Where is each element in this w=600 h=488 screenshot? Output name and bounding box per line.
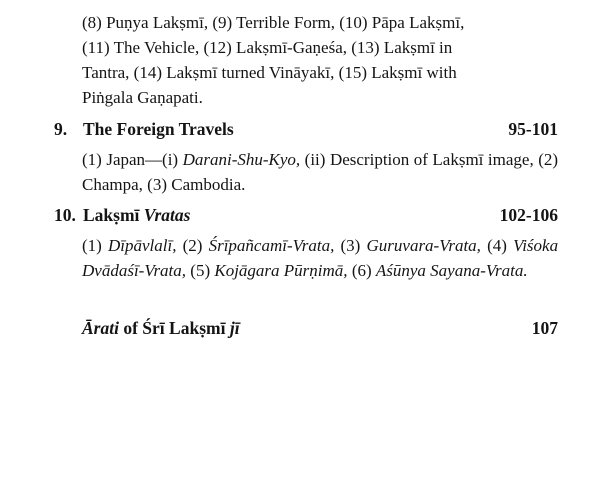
item-text-italic: Viśoka Dvādaśī-Vrata, [82,236,559,280]
entry-number: 10. [54,205,76,225]
continuation-line: Piṅgala Gaṇapati. [82,88,203,107]
entry-page-number: 107 [531,318,558,338]
item-number: (ii) [304,150,326,169]
entry-title: The Foreign Travels [83,119,234,139]
continuation-line: (8) Puṇya Lakṣmī, (9) Terrible Form, (10) Pāpa Lakṣmī, [82,13,465,32]
continuation-line: (11) The Vehicle, (12) Lakṣmī-Gaṇeśa, (13) Lakṣmī in [82,38,453,57]
entry-title-italic: Ārati [82,318,119,338]
item-text: Cambodia. [171,175,246,194]
item-number: (5) [190,261,211,280]
item-text: Description of Lakṣmī image, [329,150,534,169]
continuation-line: Tantra, (14) Lakṣmī turned Vināyakī, (15) Lakṣmī with [82,63,457,82]
entry-title-italic-end: jī [229,318,240,338]
entry-number: 9. [54,119,68,139]
entry-title: of Śrī Lakṣmī [123,318,226,338]
item-number: (6) [351,261,372,280]
item-number: (1) [82,150,102,169]
item-text-italic: Guruvara-Vrata, [366,236,481,255]
continuation-text [82,10,558,110]
entry-title: Lakṣmī [83,205,140,225]
entry-page-range: 102-106 [499,205,558,225]
item-text-italic: Śrīpañcamī-Vrata, [208,236,335,255]
item-number: (4) [487,236,507,255]
entry-page-range: 95-101 [508,119,558,139]
toc-entry-arati-heading [82,316,558,341]
toc-entry-9-contents [82,147,558,197]
item-number: (3) [147,175,167,194]
item-text-italic: Dīpāvlalī, [107,236,177,255]
item-text: Champa, [82,175,143,194]
item-number: (2) [538,150,559,169]
item-text-italic: Aśūnya Sayana-Vrata. [375,261,528,280]
item-number: (3) [340,236,361,255]
entry-title-italic: Vratas [143,205,191,225]
toc-entry-9-heading [54,117,558,142]
item-text-italic: Darani-Shu-Kyo, [182,150,301,169]
item-number: (2) [182,236,203,255]
toc-entry-10-contents [82,233,558,283]
item-text: Japan—(i) [106,150,179,169]
item-number: (1) [82,236,102,255]
toc-entry-10-heading [54,203,558,228]
item-text-italic: Kojāgara Pūrṇimā, [214,261,348,280]
